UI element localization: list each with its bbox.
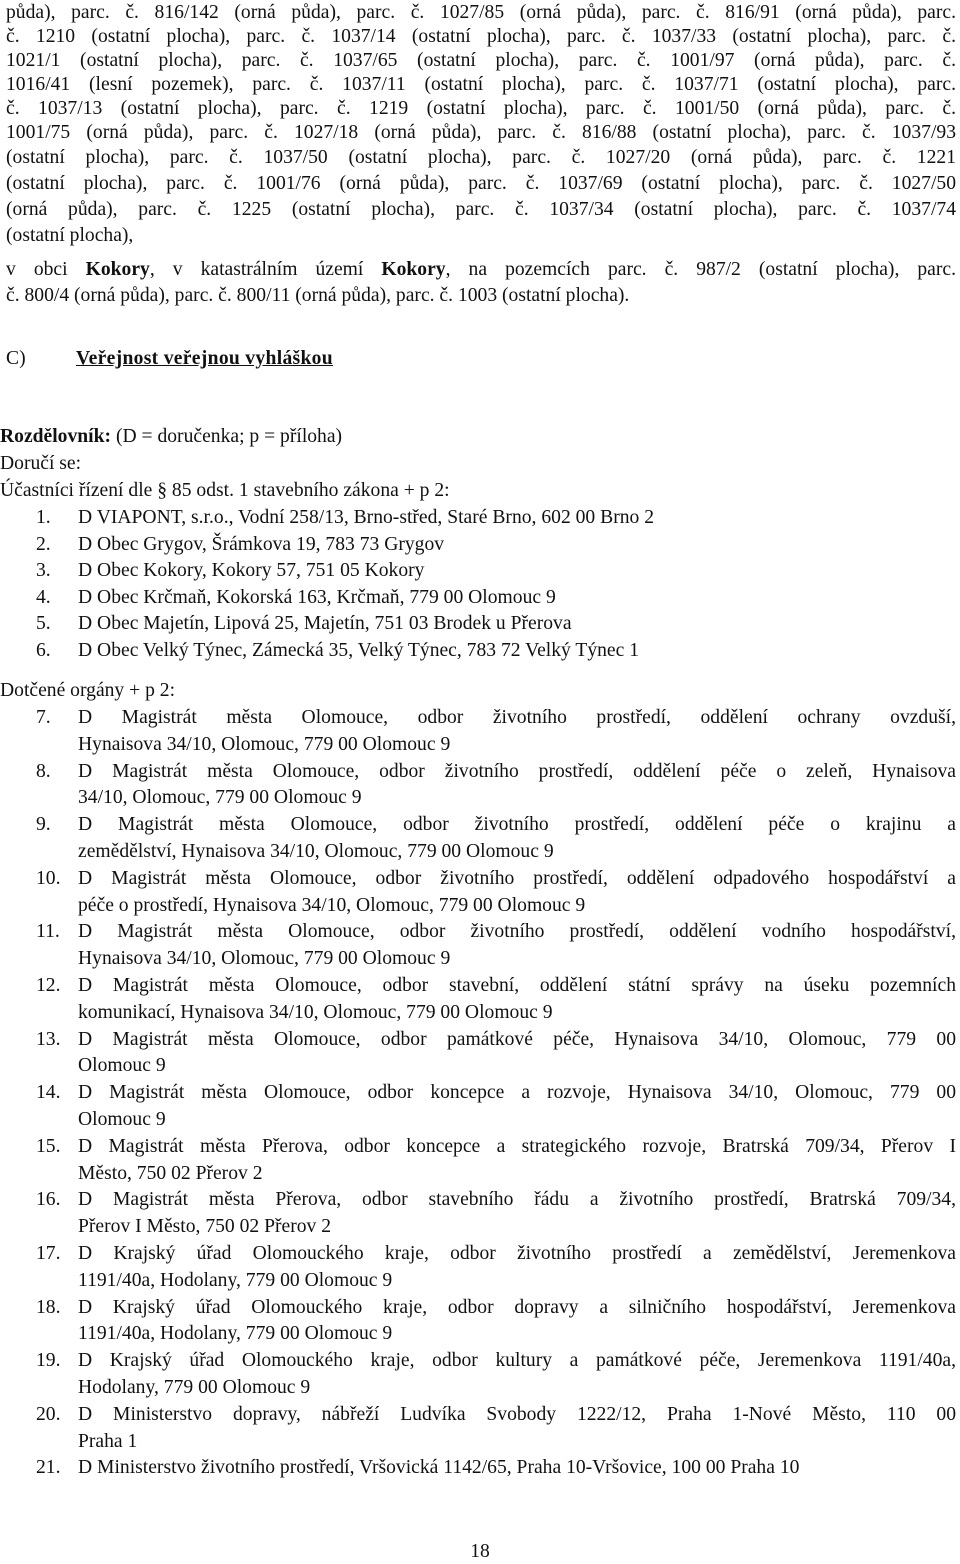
intro-line: (ostatní plocha), parc. č. 1001/76 (orná půda), parc. č. 1037/69 (ostatní plocha), parc. č. 1027/50 (6, 173, 956, 194)
page-number: 18 (470, 1541, 490, 1562)
item-number: 19. (36, 1350, 61, 1372)
item-number: 14. (36, 1082, 61, 1104)
item-line: D Magistrát města Přerova, odbor koncepce a strategického rozvoje, Bratrská 709/34, Přerov I (78, 1135, 956, 1157)
item-line: D Obec Kokory, Kokory 57, 751 05 Kokory (78, 560, 425, 582)
rozdelovnik-label: Rozdělovník: (0, 426, 112, 447)
item-line: Olomouc 9 (78, 1055, 166, 1077)
place-name: Kokory (381, 259, 446, 280)
item-line: D Obec Krčmaň, Kokorská 163, Krčmaň, 779 00 Olomouc 9 (78, 586, 556, 608)
item-line: D Magistrát města Olomouce, odbor životního prostředí, oddělení odpadového hospodářství a (78, 867, 956, 889)
item-line: Praha 1 (78, 1430, 138, 1452)
rozdelovnik-heading: Rozdělovník: (D = doručenka; p = příloha) (0, 426, 343, 447)
item-line: 1191/40a, Hodolany, 779 00 Olomouc 9 (78, 1269, 393, 1291)
item-text (78, 1027, 956, 1081)
intro-line: (ostatní plocha), (6, 225, 134, 246)
item-line: Přerov I Město, 750 02 Přerov 2 (78, 1216, 332, 1238)
item-text (78, 759, 956, 813)
intro-line: (orná půda), parc. č. 1225 (ostatní plocha), parc. č. 1037/34 (ostatní plocha), parc. č. 1037/74 (6, 199, 956, 220)
item-text (78, 1187, 956, 1241)
item-number: 1. (36, 507, 51, 528)
item-line: 1191/40a, Hodolany, 779 00 Olomouc 9 (78, 1323, 393, 1345)
item-text (78, 1080, 956, 1134)
item-line: D Magistrát města Olomouce, odbor stavební, oddělení státní správy na úseku pozemních (78, 975, 956, 996)
item-line: D Krajský úřad Olomouckého kraje, odbor kultury a památkové péče, Jeremenkova 1191/40a, (78, 1350, 956, 1372)
item-text (78, 1134, 956, 1188)
item-text (78, 1348, 956, 1402)
item-line: D Ministerstvo dopravy, nábřeží Ludvíka Svobody 1222/12, Praha 1-Nové Město, 110 00 (78, 1403, 956, 1425)
item-text (78, 1455, 956, 1482)
item-number: 21. (36, 1457, 61, 1479)
item-line: D VIAPONT, s.r.o., Vodní 258/13, Brno-střed, Staré Brno, 602 00 Brno 2 (78, 507, 655, 528)
kokory-line: v obci Kokory, v katastrálním území Kokory, na pozemcích parc. č. 987/2 (ostatní plocha), parc. (6, 259, 956, 280)
item-text (78, 973, 956, 1027)
item-line: D Magistrát města Olomouce, odbor životního prostředí, oddělení péče o zeleň, Hynaisova (78, 760, 956, 782)
item-line: D Krajský úřad Olomouckého kraje, odbor dopravy a silničního hospodářství, Jeremenkova (78, 1296, 956, 1318)
item-text (78, 585, 956, 612)
item-text (78, 812, 956, 866)
item-number: 7. (36, 707, 51, 728)
item-text (78, 705, 956, 759)
item-text (78, 1402, 956, 1456)
item-line: Hodolany, 779 00 Olomouc 9 (78, 1376, 311, 1398)
item-line: D Krajský úřad Olomouckého kraje, odbor životního prostředí a zemědělství, Jeremenkova (78, 1243, 956, 1264)
item-line: D Obec Grygov, Šrámkova 19, 783 73 Grygov (78, 533, 445, 555)
section-c (6, 346, 333, 372)
intro-line: půda), parc. č. 816/142 (orná půda), parc. č. 1027/85 (orná půda), parc. č. 816/91 (orná půda), parc. (6, 2, 956, 23)
item-line: Hynaisova 34/10, Olomouc, 779 00 Olomouc 9 (78, 733, 451, 755)
item-number: 6. (36, 640, 51, 661)
section-title: Veřejnost veřejnou vyhláškou (76, 348, 333, 369)
item-line: Olomouc 9 (78, 1108, 166, 1130)
item-number: 10. (36, 867, 61, 889)
item-number: 5. (36, 613, 51, 635)
item-text (78, 638, 956, 665)
item-text (78, 505, 956, 532)
item-line: zemědělství, Hynaisova 34/10, Olomouc, 779 00 Olomouc 9 (78, 840, 554, 862)
intro-line: č. 1210 (ostatní plocha), parc. č. 1037/14 (ostatní plocha), parc. č. 1037/33 (ostatní plocha), parc. č. (6, 26, 956, 47)
item-number: 12. (36, 975, 61, 996)
item-line: péče o prostředí, Hynaisova 34/10, Olomouc, 779 00 Olomouc 9 (78, 894, 586, 916)
item-text (78, 532, 956, 559)
intro-line: 1001/75 (orná půda), parc. č. 1027/18 (orná půda), parc. č. 816/88 (ostatní plocha), parc. č. 1037/93 (6, 122, 956, 143)
item-text (78, 1241, 956, 1295)
ucastnici-heading: Účastníci řízení dle § 85 odst. 1 stavebního zákona + p 2: (0, 480, 450, 501)
intro-line: č. 1037/13 (ostatní plocha), parc. č. 1219 (ostatní plocha), parc. č. 1001/50 (orná půda), parc. č. (6, 98, 956, 119)
item-number: 17. (36, 1243, 61, 1264)
item-line: D Obec Majetín, Lipová 25, Majetín, 751 03 Brodek u Přerova (78, 613, 572, 635)
item-line: Město, 750 02 Přerov 2 (78, 1162, 263, 1184)
item-line: D Ministerstvo životního prostředí, Vršovická 1142/65, Praha 10-Vršovice, 100 00 Praha 10 (78, 1457, 800, 1479)
item-text (78, 611, 956, 638)
item-number: 18. (36, 1296, 61, 1318)
item-number: 15. (36, 1135, 61, 1157)
item-line: D Magistrát města Olomouce, odbor životního prostředí, oddělení péče o krajinu a (78, 814, 956, 836)
item-line: D Magistrát města Olomouce, odbor životního prostředí, oddělení ochrany ovzduší, (78, 707, 956, 728)
item-number: 8. (36, 760, 51, 782)
intro-line: 1021/1 (ostatní plocha), parc. č. 1037/65 (ostatní plocha), parc. č. 1001/97 (orná půda), parc. č. (6, 50, 956, 71)
item-line: D Magistrát města Přerova, odbor stavebního řádu a životního prostředí, Bratrská 709/34, (78, 1189, 956, 1211)
item-line: 34/10, Olomouc, 779 00 Olomouc 9 (78, 787, 362, 809)
organy-heading: Dotčené orgány + p 2: (0, 680, 176, 701)
item-line: D Magistrát města Olomouce, odbor památkové péče, Hynaisova 34/10, Olomouc, 779 00 (78, 1028, 956, 1050)
item-number: 20. (36, 1403, 61, 1425)
intro-line: (ostatní plocha), parc. č. 1037/50 (ostatní plocha), parc. č. 1027/20 (orná půda), parc. č. 1221 (6, 147, 956, 168)
doruci-se-label: Doručí se: (0, 453, 82, 474)
item-number: 16. (36, 1189, 61, 1211)
item-number: 13. (36, 1028, 61, 1050)
item-number: 3. (36, 560, 51, 582)
kokory-line-2: č. 800/4 (orná půda), parc. č. 800/11 (orná půda), parc. č. 1003 (ostatní plocha). (6, 285, 630, 306)
item-text (78, 1295, 956, 1349)
section-letter: C) (6, 348, 26, 369)
item-line: Hynaisova 34/10, Olomouc, 779 00 Olomouc 9 (78, 948, 451, 970)
item-line: D Magistrát města Olomouce, odbor koncepce a rozvoje, Hynaisova 34/10, Olomouc, 779 00 (78, 1082, 956, 1104)
place-name: Kokory (85, 259, 150, 280)
item-text (78, 866, 956, 920)
item-number: 2. (36, 533, 51, 555)
item-line: D Obec Velký Týnec, Zámecká 35, Velký Týnec, 783 72 Velký Týnec 1 (78, 640, 640, 661)
item-number: 11. (36, 921, 60, 943)
item-text (78, 558, 956, 585)
item-number: 4. (36, 586, 51, 608)
item-line: komunikací, Hynaisova 34/10, Olomouc, 779 00 Olomouc 9 (78, 1001, 553, 1023)
intro-line: 1016/41 (lesní pozemek), parc. č. 1037/11 (ostatní plocha), parc. č. 1037/71 (ostatní plocha), parc. (6, 74, 956, 95)
item-line: D Magistrát města Olomouce, odbor životního prostředí, oddělení vodního hospodářství, (78, 921, 956, 943)
item-text (78, 919, 956, 973)
item-number: 9. (36, 814, 51, 836)
